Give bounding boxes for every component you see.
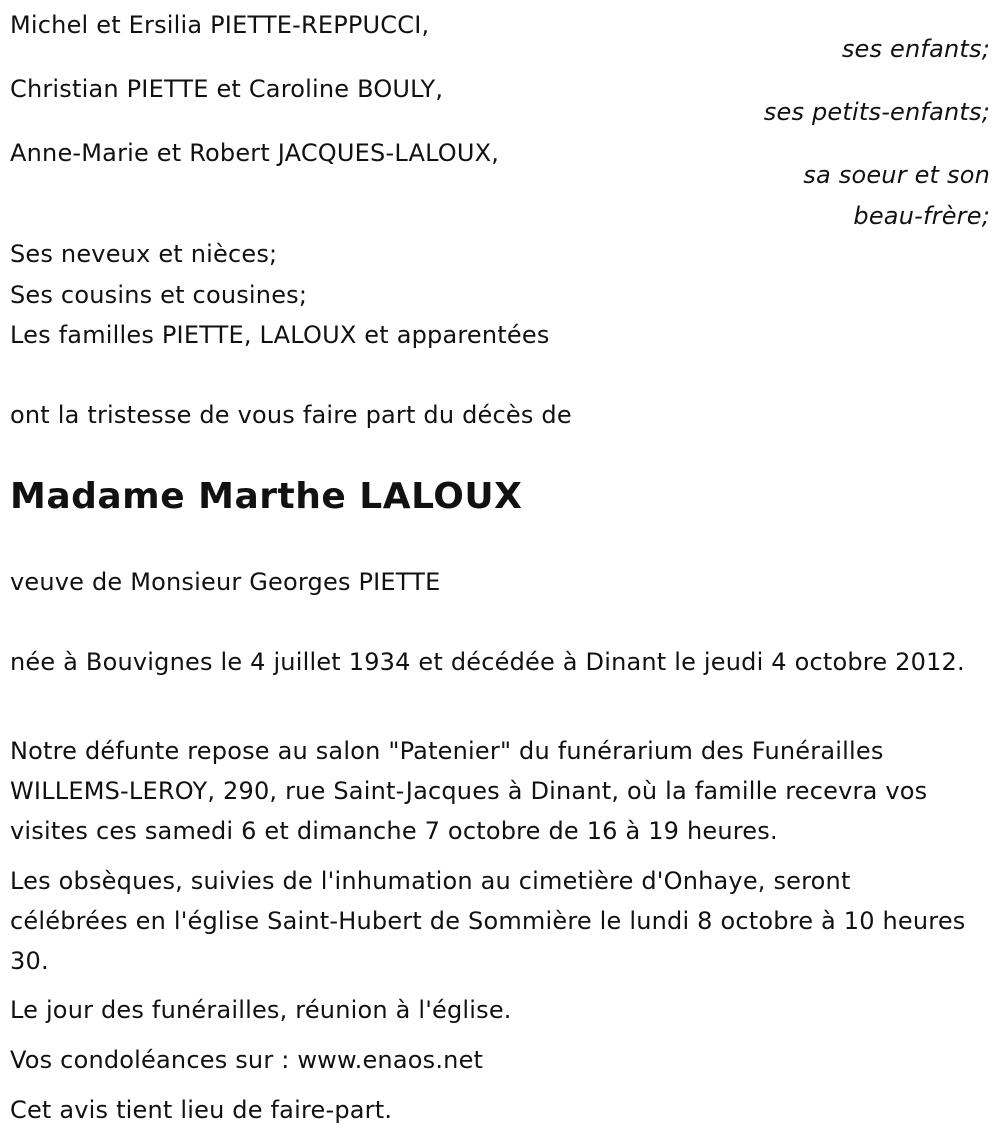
widow-of-text: veuve de Monsieur Georges PIETTE — [10, 568, 441, 596]
family-name-2: Christian PIETTE et Caroline BOULY, — [10, 75, 444, 103]
condolences-note: Vos condoléances sur : www.enaos.net — [10, 1046, 484, 1074]
notice-note: Cet avis tient lieu de faire-part. — [10, 1096, 393, 1124]
family-name-1: Michel et Ersilia PIETTE-REPPUCCI, — [10, 11, 430, 39]
meeting-note: Le jour des funérailles, réunion à l'église. — [10, 996, 512, 1024]
family-relation-1: ses enfants; — [841, 35, 990, 63]
announcement-text: ont la tristesse de vous faire part du décès de — [10, 401, 572, 429]
family-relation-3a: sa soeur et son — [803, 161, 990, 189]
deceased-name: Madame Marthe LALOUX — [10, 476, 523, 517]
birth-death-text: née à Bouvignes le 4 juillet 1934 et décédée à Dinant le jeudi 4 octobre 2012. — [10, 648, 965, 676]
others-line-1: Ses neveux et nièces; — [10, 240, 278, 268]
funeral-details: Les obsèques, suivies de l'inhumation au cimetière d'Onhaye, seront célébrées en l'église Saint-Hubert de Sommière le lundi 8 octobre à 10 heures 30. — [10, 867, 966, 975]
others-line-2: Ses cousins et cousines; — [10, 281, 308, 309]
repose-details: Notre défunte repose au salon "Patenier" du funérarium des Funérailles WILLEMS-LEROY, 290, rue Saint-Jacques à Dinant, où la famille recevra vos visites ces samedi 6 et dimanche 7 octobre de 16 à 19 heures. — [10, 737, 928, 845]
family-relation-2: ses petits-enfants; — [763, 98, 990, 126]
others-line-3: Les familles PIETTE, LALOUX et apparentées — [10, 321, 550, 349]
family-name-3: Anne-Marie et Robert JACQUES-LALOUX, — [10, 139, 500, 167]
family-relation-3b: beau-frère; — [853, 202, 990, 230]
